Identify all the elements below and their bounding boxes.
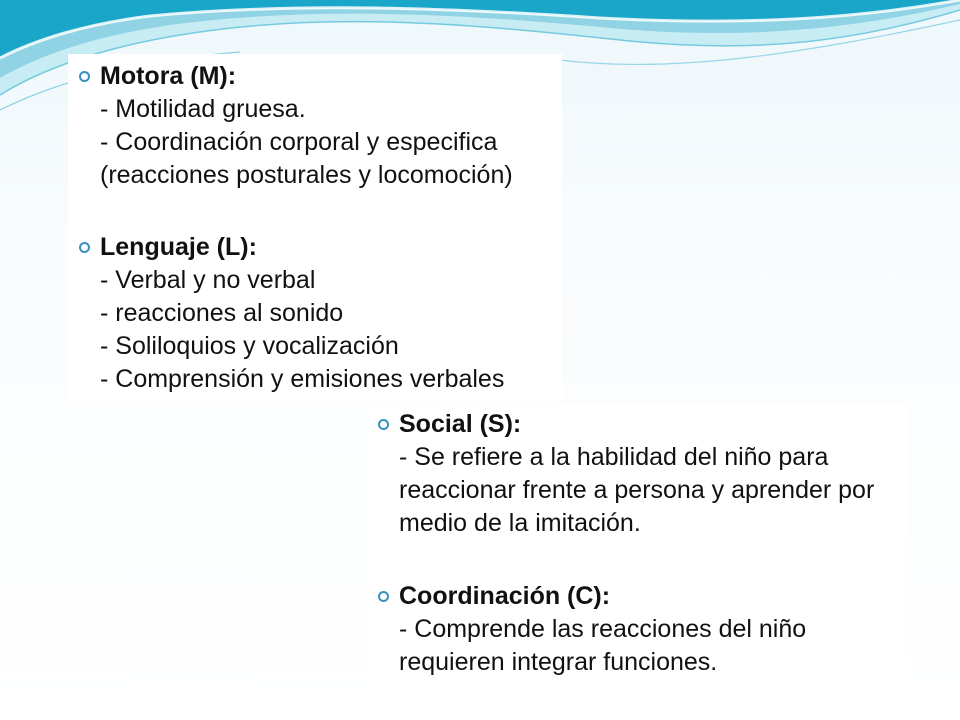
section-line: - Comprensión y emisiones verbales [100, 365, 505, 393]
section-heading [70, 231, 504, 264]
section-title: Social (S): [399, 410, 522, 438]
section-line: - Se refiere a la habilidad del niño para [399, 443, 829, 471]
section-heading [70, 60, 513, 93]
section-title: Motora (M): [100, 62, 237, 90]
section-coordinacion [369, 580, 806, 679]
section-line: - Soliloquios y vocalización [100, 332, 399, 360]
section-line: reaccionar frente a persona y aprender por [399, 476, 875, 504]
section-heading [369, 580, 806, 613]
section-motora [70, 60, 513, 192]
section-social [369, 408, 874, 540]
section-line: - Verbal y no verbal [100, 266, 316, 294]
section-line: - Comprende las reacciones del niño [399, 615, 807, 643]
section-line: - reacciones al sonido [100, 299, 344, 327]
section-line: medio de la imitación. [399, 509, 641, 537]
section-heading [369, 408, 874, 441]
section-line: requieren integrar funciones. [399, 648, 718, 676]
circle-bullet-icon [79, 71, 90, 82]
section-line: - Coordinación corporal y especifica [100, 128, 498, 156]
section-title: Coordinación (C): [399, 582, 611, 610]
circle-bullet-icon [378, 591, 389, 602]
section-line: (reacciones posturales y locomoción) [100, 161, 513, 189]
section-line: - Motilidad gruesa. [100, 95, 306, 123]
circle-bullet-icon [378, 419, 389, 430]
circle-bullet-icon [79, 242, 90, 253]
section-lenguaje [70, 231, 504, 396]
section-title: Lenguaje (L): [100, 233, 257, 261]
